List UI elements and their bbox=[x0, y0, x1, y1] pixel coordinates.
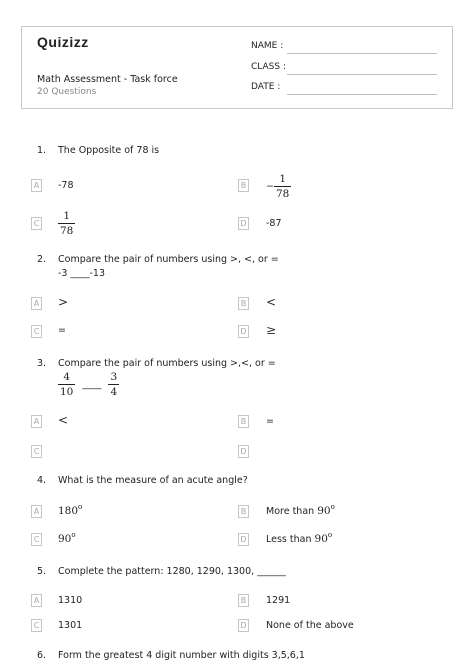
fraction-numerator: 1 bbox=[58, 209, 75, 224]
fraction-denominator: 4 bbox=[110, 386, 118, 398]
question-text: Compare the pair of numbers using >,<, or = bbox=[58, 358, 276, 369]
option-letter-box[interactable]: A bbox=[31, 297, 42, 310]
option-letter-box[interactable]: D bbox=[238, 619, 249, 632]
fraction-numerator: 3 bbox=[110, 371, 118, 383]
option-b: < bbox=[266, 295, 277, 309]
option-letter-box[interactable]: C bbox=[31, 325, 42, 338]
option-d: None of the above bbox=[266, 620, 354, 631]
option-letter-box[interactable]: D bbox=[238, 445, 249, 458]
degree-value: 90 bbox=[58, 533, 72, 545]
question-text-line2: -3 ____-13 bbox=[58, 268, 106, 279]
comparison-blank: ____ bbox=[82, 379, 102, 390]
question-number: 6. bbox=[37, 650, 47, 661]
question-text: What is the measure of an acute angle? bbox=[58, 475, 248, 486]
fraction-denominator: 78 bbox=[60, 225, 74, 237]
question-number: 1. bbox=[37, 145, 47, 156]
option-d-text: Less than bbox=[266, 534, 312, 545]
option-b bbox=[266, 503, 335, 517]
option-b: = bbox=[266, 416, 274, 427]
option-d: ≥ bbox=[266, 323, 277, 337]
option-c bbox=[58, 531, 76, 545]
date-field[interactable] bbox=[287, 94, 437, 95]
option-d bbox=[266, 531, 332, 545]
question-text: The Opposite of 78 is bbox=[58, 145, 160, 156]
option-letter-box[interactable]: A bbox=[31, 415, 42, 428]
option-letter-box[interactable]: B bbox=[238, 594, 249, 607]
question-text: Form the greatest 4 digit number with digits 3,5,6,1 bbox=[58, 650, 305, 661]
option-c: = bbox=[58, 325, 66, 336]
question-number: 4. bbox=[37, 475, 47, 486]
fraction-numerator: 1 bbox=[274, 172, 291, 187]
option-b bbox=[266, 172, 291, 201]
degree-symbol: o bbox=[330, 503, 335, 511]
option-letter-box[interactable]: B bbox=[238, 505, 249, 518]
option-letter-box[interactable]: C bbox=[31, 533, 42, 546]
option-letter-box[interactable]: A bbox=[31, 594, 42, 607]
question-number: 2. bbox=[37, 254, 47, 265]
fraction bbox=[58, 209, 75, 238]
fraction-comparison bbox=[58, 370, 119, 399]
option-a: 1310 bbox=[58, 595, 83, 606]
class-label: CLASS : bbox=[251, 62, 286, 72]
question-number: 5. bbox=[37, 566, 47, 577]
quizizz-logo: Quizizz bbox=[37, 34, 89, 50]
option-letter-box[interactable]: B bbox=[238, 179, 249, 192]
option-c: 1301 bbox=[58, 620, 83, 631]
option-b-text: More than bbox=[266, 506, 315, 517]
option-letter-box[interactable]: A bbox=[31, 505, 42, 518]
option-letter-box[interactable]: A bbox=[31, 179, 42, 192]
question-text: Complete the pattern: 1280, 1290, 1300, ______ bbox=[58, 566, 286, 577]
option-a: -78 bbox=[58, 180, 74, 191]
option-a: < bbox=[58, 413, 69, 427]
question-count: 20 Questions bbox=[37, 87, 97, 97]
minus-sign: − bbox=[266, 181, 274, 192]
option-letter-box[interactable]: B bbox=[238, 415, 249, 428]
fraction bbox=[58, 370, 75, 399]
degree-value: 90 bbox=[317, 505, 331, 517]
degree-value: 90 bbox=[314, 533, 328, 545]
date-label: DATE : bbox=[251, 82, 281, 92]
name-field[interactable] bbox=[287, 53, 437, 54]
option-c bbox=[58, 209, 75, 238]
question-text: Compare the pair of numbers using >, <, or = bbox=[58, 254, 279, 265]
option-letter-box[interactable]: D bbox=[238, 325, 249, 338]
degree-symbol: o bbox=[327, 531, 333, 539]
option-letter-box[interactable]: C bbox=[31, 217, 42, 230]
fraction-numerator: 4 bbox=[58, 370, 75, 385]
option-d: -87 bbox=[266, 218, 282, 229]
name-label: NAME : bbox=[251, 41, 284, 51]
option-b: 1291 bbox=[266, 595, 291, 606]
fraction bbox=[108, 370, 119, 399]
degree-symbol: o bbox=[71, 531, 76, 539]
question-number: 3. bbox=[37, 358, 47, 369]
option-letter-box[interactable]: C bbox=[31, 445, 42, 458]
fraction-denominator: 10 bbox=[60, 386, 74, 398]
degree-value: 180 bbox=[58, 505, 79, 517]
fraction bbox=[274, 172, 291, 201]
option-letter-box[interactable]: C bbox=[31, 619, 42, 632]
worksheet-title: Math Assessment - Task force bbox=[37, 74, 178, 85]
degree-symbol: o bbox=[78, 503, 83, 511]
option-letter-box[interactable]: D bbox=[238, 217, 249, 230]
option-letter-box[interactable]: B bbox=[238, 297, 249, 310]
fraction-denominator: 78 bbox=[275, 188, 290, 200]
class-field[interactable] bbox=[287, 74, 437, 75]
option-letter-box[interactable]: D bbox=[238, 533, 249, 546]
option-a: > bbox=[58, 295, 69, 309]
option-a bbox=[58, 503, 82, 517]
